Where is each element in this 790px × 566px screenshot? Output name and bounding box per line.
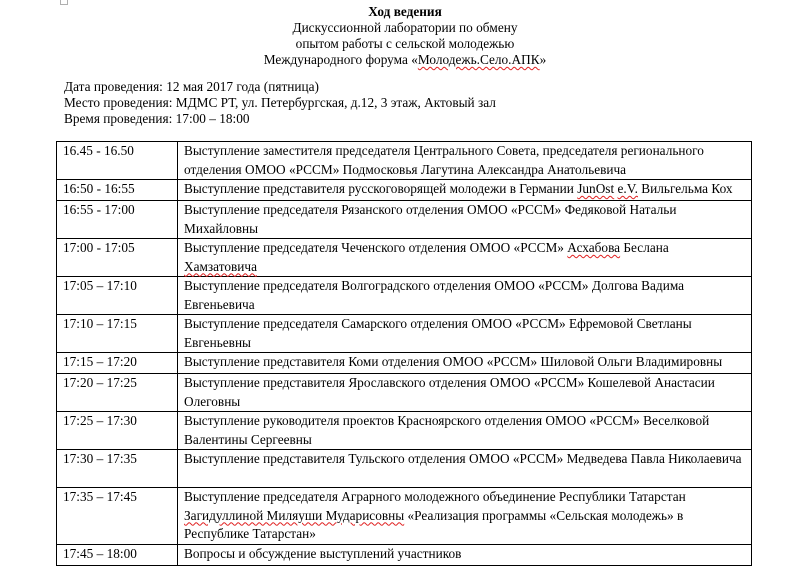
time-cell[interactable]: 17:00 - 17:05 <box>57 239 178 277</box>
time-cell[interactable]: 17:05 – 17:10 <box>57 277 178 315</box>
speech-cell[interactable]: Выступление представителя Коми отделения ОМОО «РССМ» Шиловой Ольги Владимировны <box>178 353 752 374</box>
subtitle-line-1: Дискуссионной лаборатории по обмену <box>292 20 518 35</box>
table-row <box>57 450 752 488</box>
misspelled-word: Хамзатовича <box>184 258 257 274</box>
table-row <box>57 353 752 374</box>
speech-text: Вильгельма Кох <box>637 181 733 196</box>
schedule-table <box>56 141 752 566</box>
speech-text: «Реализация программы «Сельская молодежь» в Республике Татарстан» <box>184 507 684 541</box>
speech-cell[interactable]: Выступление заместителя председателя Центрального Совета, председателя регионального отделения ОМОО «РССМ» Подмосковья Лагутина Александра Анатольевича <box>178 142 752 180</box>
table-row <box>57 315 752 353</box>
speech-cell[interactable]: Выступление представителя Ярославского отделения ОМОО «РССМ» Кошелевой Анастасии Олеговны <box>178 374 752 412</box>
table-row <box>57 488 752 545</box>
table-row <box>57 374 752 412</box>
speech-cell[interactable]: Выступление руководителя проектов Красноярского отделения ОМОО «РССМ» Веселковой Валентины Сергеевны <box>178 412 752 450</box>
table-row <box>57 277 752 315</box>
forum-name: Молодежь.Село.АПК <box>417 52 540 67</box>
table-row <box>57 544 752 565</box>
misspelled-word: Асхабова <box>567 240 621 255</box>
time-cell[interactable]: 17:15 – 17:20 <box>57 353 178 374</box>
table-row <box>57 412 752 450</box>
time-cell[interactable]: 17:45 – 18:00 <box>57 544 178 565</box>
table-row <box>57 239 752 277</box>
document-title: Ход ведения <box>368 4 442 19</box>
subtitle-line-2: опытом работы с сельской молодежью <box>295 36 515 51</box>
speech-text: Выступление председателя Аграрного молодежного объединение Республики Татарстан <box>184 489 686 504</box>
speech-cell[interactable] <box>178 488 752 545</box>
speech-cell[interactable]: Выступление представителя Тульского отделения ОМОО «РССМ» Медведева Павла Николаевича <box>178 450 752 488</box>
time-cell[interactable]: 17:20 – 17:25 <box>57 374 178 412</box>
document-header <box>0 4 790 68</box>
event-meta <box>64 79 496 127</box>
speech-cell[interactable] <box>178 239 752 277</box>
misspelled-word: Загидуллиной Миляуши Мударисовны <box>184 507 405 523</box>
speech-cell[interactable]: Выступление председателя Волгоградского отделения ОМОО «РССМ» Долгова Вадима Евгеньевича <box>178 277 752 315</box>
time-cell[interactable]: 17:25 – 17:30 <box>57 412 178 450</box>
table-row <box>57 142 752 180</box>
time-cell[interactable]: 16.45 - 16.50 <box>57 142 178 180</box>
speech-text: Выступление представителя русскоговорящей молодежи в Германии <box>184 181 578 196</box>
table-row <box>57 201 752 239</box>
misspelled-word: e.V. <box>617 181 638 196</box>
event-date: Дата проведения: 12 мая 2017 года (пятница) <box>64 79 319 94</box>
speech-text: Выступление председателя Чеченского отделения ОМОО «РССМ» <box>184 240 568 255</box>
subtitle-prefix: Международного форума « <box>263 52 418 67</box>
subtitle-line-3 <box>0 52 790 68</box>
speech-cell[interactable]: Вопросы и обсуждение выступлений участников <box>178 544 752 565</box>
time-cell[interactable]: 17:10 – 17:15 <box>57 315 178 353</box>
table-row <box>57 180 752 201</box>
speech-text: Беслана <box>620 240 669 255</box>
time-cell[interactable]: 16:55 - 17:00 <box>57 201 178 239</box>
event-place: Место проведения: МДМС РТ, ул. Петербургская, д.12, 3 этаж, Актовый зал <box>64 95 496 110</box>
time-cell[interactable]: 17:35 – 17:45 <box>57 488 178 545</box>
speech-cell[interactable]: Выступление председателя Рязанского отделения ОМОО «РССМ» Федяковой Натальи Михайловны <box>178 201 752 239</box>
misspelled-word: JunOst <box>577 181 615 196</box>
time-cell[interactable]: 16:50 - 16:55 <box>57 180 178 201</box>
speech-cell[interactable]: Выступление председателя Самарского отделения ОМОО «РССМ» Ефремовой Светланы Евгеньевны <box>178 315 752 353</box>
event-time: Время проведения: 17:00 – 18:00 <box>64 111 250 126</box>
speech-cell[interactable] <box>178 180 752 201</box>
subtitle-suffix: » <box>539 52 547 67</box>
time-cell[interactable]: 17:30 – 17:35 <box>57 450 178 488</box>
